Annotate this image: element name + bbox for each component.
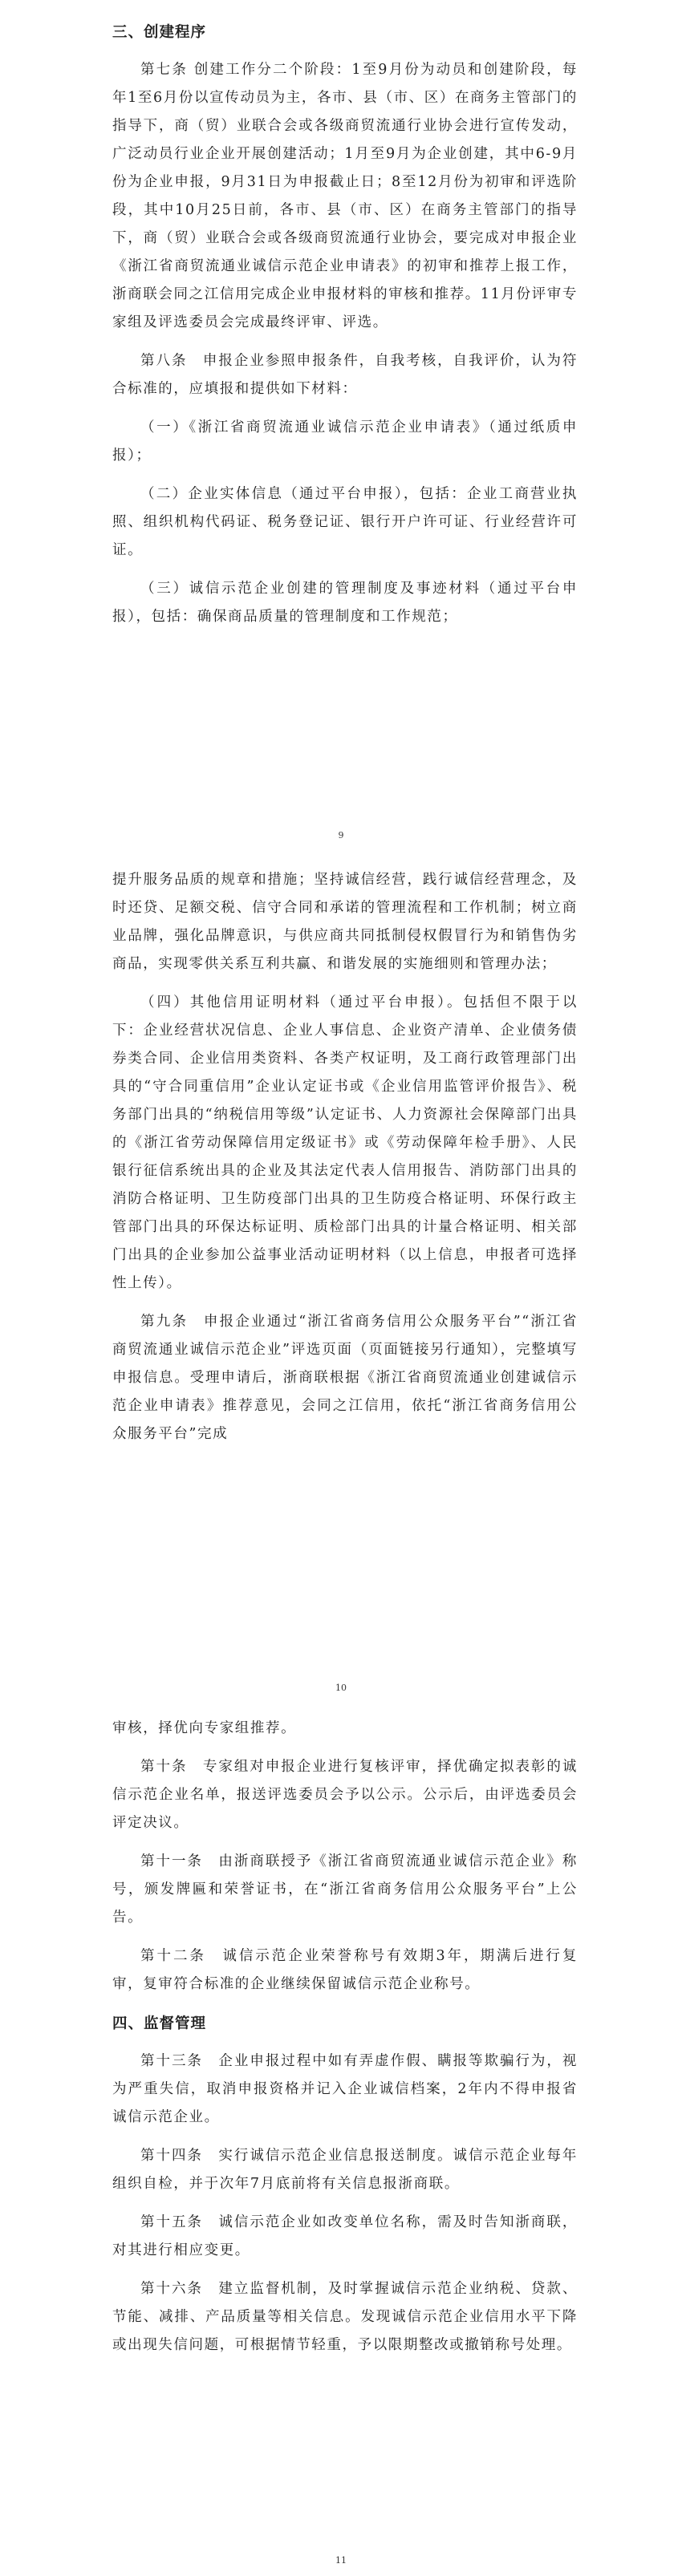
article-8-item-3-continued: 提升服务品质的规章和措施；坚持诚信经营，践行诚信经营理念，及时还贷、足额交税、信守合同和承诺的管理流程和工作机制；树立商业品牌，强化品牌意识，与供应商共同抵制侵权假冒行为和销售伪劣商品，实现零供关系互利共赢、和谐发展的实施细则和管理办法； <box>112 872 578 972</box>
document-page-11 <box>0 1703 682 2576</box>
page-number: 9 <box>338 830 344 840</box>
article-16: 第十六条 建立监督机制，及时掌握诚信示范企业纳税、贷款、节能、减排、产品质量等相关信息。发现诚信示范企业信用水平下降或出现失信问题，可根据情节轻重，予以限期整改或撤销称号处理。 <box>112 2281 578 2353</box>
article-13: 第十三条 企业申报过程中如有弄虚作假、瞒报等欺骗行为，视为严重失信，取消申报资格并记入企业诚信档案，2年内不得申报省诚信示范企业。 <box>112 2053 578 2125</box>
article-12: 第十二条 诚信示范企业荣誉称号有效期3年，期满后进行复审，复审符合标准的企业继续保留诚信示范企业称号。 <box>112 1948 578 1992</box>
article-8-item-4: （四）其他信用证明材料（通过平台申报）。包括但不限于以下：企业经营状况信息、企业人事信息、企业资产清单、企业债务债券类合同、企业信用类资料、各类产权证明，及工商行政管理部门出具的“守合同重信用”企业认定证书或《企业信用监管评价报告》、税务部门出具的“纳税信用等级”认定证书、人力资源社会保障部门出具的《浙江省劳动保障信用定级证书》或《劳动保障年检手册》、人民银行征信系统出具的企业及其法定代表人信用报告、消防部门出具的消防合格证明、卫生防疫部门出具的卫生防疫合格证明、环保行政主管部门出具的环保达标证明、质检部门出具的计量合格证明、相关部门出具的企业参加公益事业活动证明材料（以上信息，申报者可选择性上传）。 <box>112 994 578 1291</box>
article-8-item-3: （三）诚信示范企业创建的管理制度及事迹材料（通过平台申报），包括：确保商品质量的管理制度和工作规范； <box>112 581 578 625</box>
article-7: 第七条 创建工作分二个阶段：1至9月份为动员和创建阶段，每年1至6月份以宣传动员为主，各市、县（市、区）在商务主管部门的指导下，商（贸）业联合会或各级商贸流通行业协会进行宣传发动，广泛动员行业企业开展创建活动；1月至9月为企业创建，其中6-9月份为企业申报，9月31日为申报截止日；8至12月份为初审和评选阶段，其中10月25日前，各市、县（市、区）在商务主管部门的指导下，商（贸）业联合会或各级商贸流通行业协会，要完成对申报企业《浙江省商贸流通业诚信示范企业申请表》的初审和推荐上报工作，浙商联会同之江信用完成企业申报材料的审核和推荐。11月份评审专家组及评选委员会完成最终评审、评选。 <box>112 62 578 330</box>
page-10-body <box>112 866 578 1459</box>
article-15: 第十五条 诚信示范企业如改变单位名称，需及时告知浙商联，对其进行相应变更。 <box>112 2214 578 2258</box>
document-page-9 <box>0 0 682 849</box>
article-11: 第十一条 由浙商联授予《浙江省商贸流通业诚信示范企业》称号，颁发牌匾和荣誉证书，在“浙江省商务信用公众服务平台”上公告。 <box>112 1853 578 1926</box>
article-8: 第八条 申报企业参照申报条件，自我考核，自我评价，认为符合标准的，应填报和提供如下材料： <box>112 353 578 397</box>
page-number: 11 <box>335 2555 347 2566</box>
article-10: 第十条 专家组对申报企业进行复核评审，择优确定拟表彰的诚信示范企业名单，报送评选委员会予以公示。公示后，由评选委员会评定决议。 <box>112 1759 578 1831</box>
document-page-10 <box>0 849 682 1703</box>
article-9-continued: 审核，择优向专家组推荐。 <box>112 1720 297 1736</box>
article-9: 第九条 申报企业通过“浙江省商务信用公众服务平台”“浙江省商贸流通业诚信示范企业”评选页面（页面链接另行通知），完整填写申报信息。受理申请后，浙商联根据《浙江省商贸流通业创建诚信示范企业申请表》推荐意见，会同之江信用，依托“浙江省商务信用公众服务平台”完成 <box>112 1314 578 1442</box>
article-14: 第十四条 实行诚信示范企业信息报送制度。诚信示范企业每年组织自检，并于次年7月底前将有关信息报浙商联。 <box>112 2148 578 2192</box>
article-8-item-1: （一）《浙江省商贸流通业诚信示范企业申请表》（通过纸质申报）； <box>112 419 578 464</box>
page-9-body <box>112 18 578 642</box>
section-heading-procedure: 三、创建程序 <box>112 24 207 41</box>
article-8-item-2: （二）企业实体信息（通过平台申报），包括：企业工商营业执照、组织机构代码证、税务登记证、银行开户许可证、行业经营许可证。 <box>112 486 578 558</box>
page-number: 10 <box>335 1683 347 1693</box>
page-11-body <box>112 1715 578 2370</box>
section-heading-supervision: 四、监督管理 <box>112 2015 207 2032</box>
